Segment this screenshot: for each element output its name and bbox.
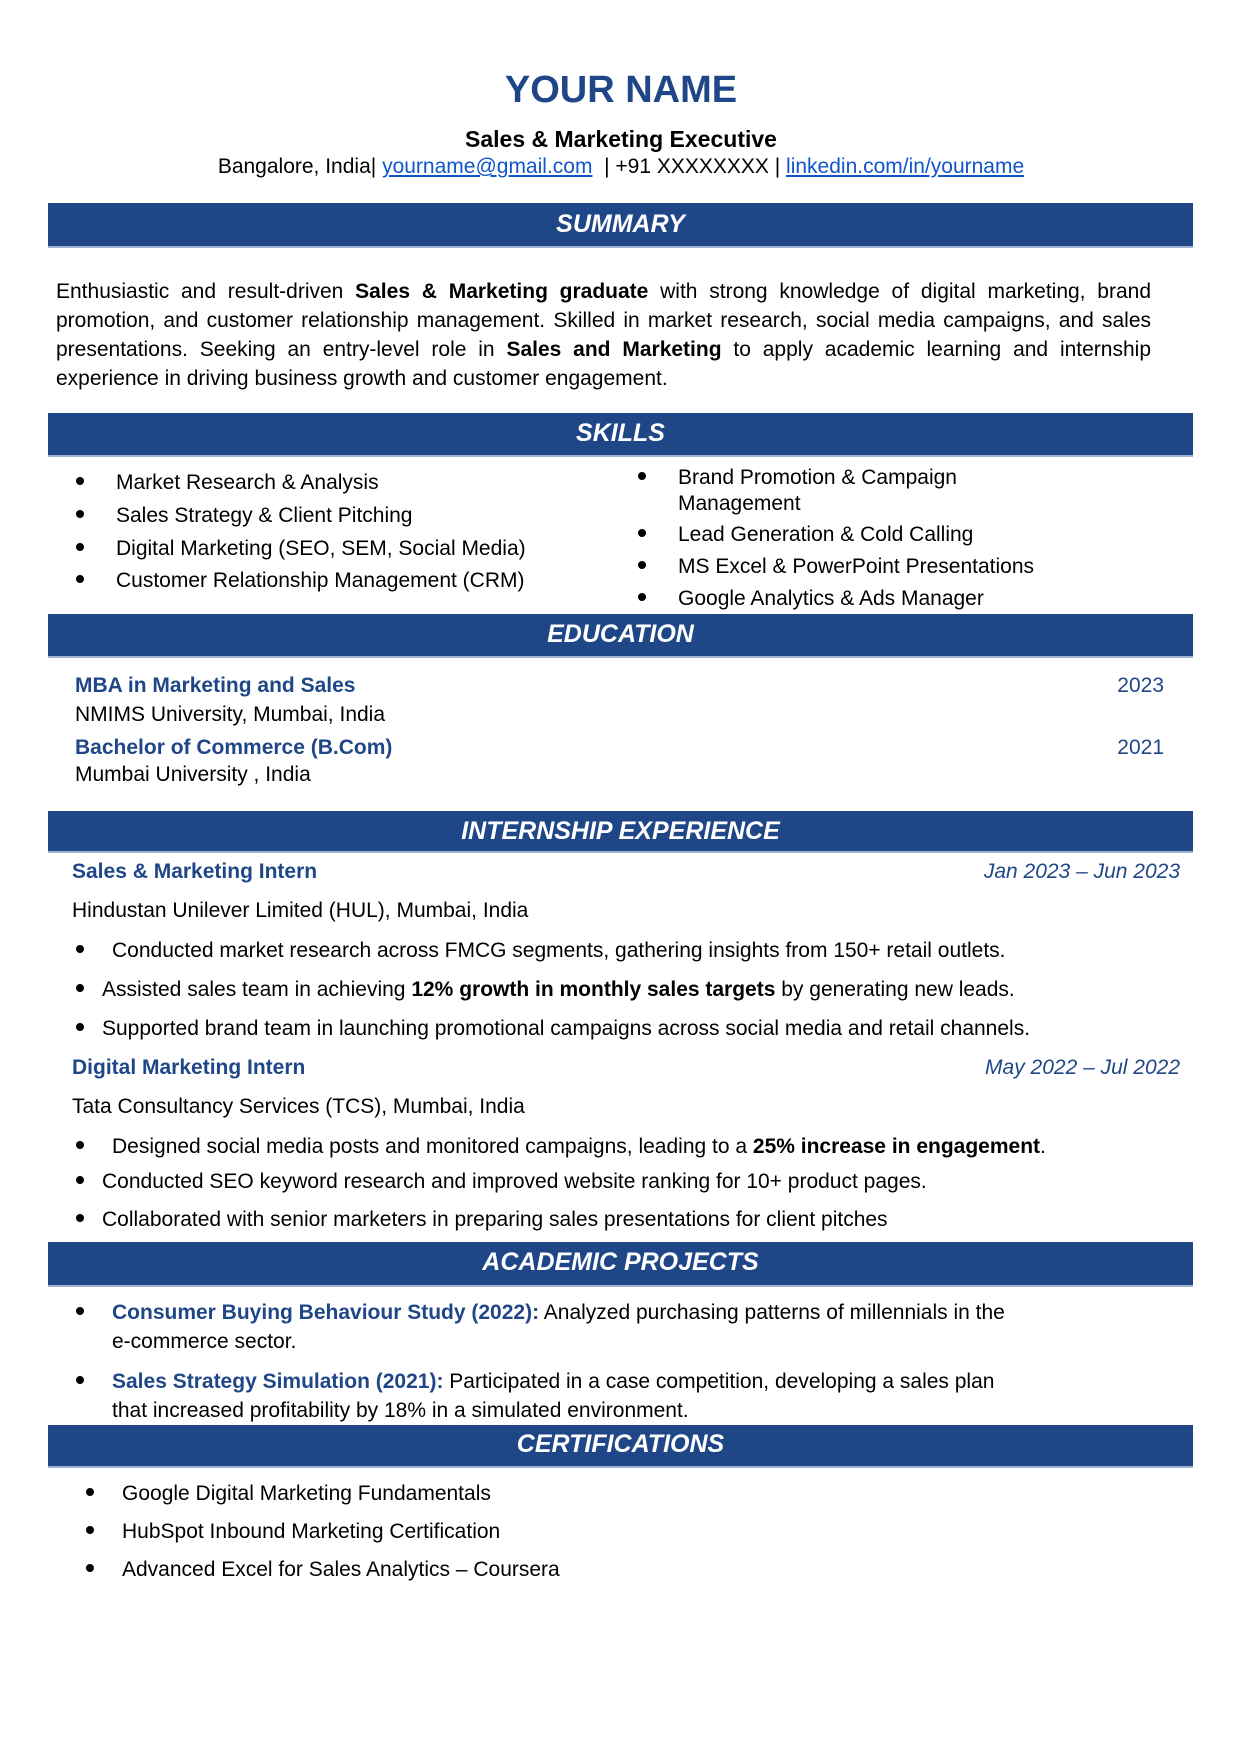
section-title: SUMMARY	[556, 210, 685, 238]
job-title: Sales & Marketing Executive	[465, 126, 777, 152]
skill-text: Google Analytics & Ads Manager	[678, 587, 984, 610]
section-title: ACADEMIC PROJECTS	[482, 1248, 759, 1276]
project-item	[76, 1368, 994, 1396]
bullet-icon	[76, 1307, 84, 1315]
bullet-icon	[638, 529, 646, 537]
certification-text: Google Digital Marketing Fundamentals	[122, 1482, 491, 1505]
education-degree: Bachelor of Commerce (B.Com)	[75, 736, 393, 759]
bullet-icon	[86, 1488, 94, 1496]
summary-part: with strong knowledge of digital marketing, brand promotion, and customer relationship management. Skilled in market research, social media campaigns, and sales presentations. Seeking an entry-level role in	[56, 280, 1152, 361]
bullet-icon	[76, 1141, 84, 1149]
certification-item	[86, 1556, 560, 1584]
job-bullet	[76, 976, 1015, 1004]
certification-text: HubSpot Inbound Marketing Certification	[122, 1520, 501, 1543]
bullet-icon	[76, 510, 84, 518]
skill-text: Digital Marketing (SEO, SEM, Social Media)	[116, 537, 526, 560]
section-header-projects	[48, 1242, 1193, 1287]
linkedin-link[interactable]: linkedin.com/in/yourname	[786, 155, 1025, 178]
bullet-icon	[86, 1526, 94, 1534]
summary-text	[56, 277, 1151, 393]
skill-item	[76, 535, 526, 563]
bullet-icon	[76, 1023, 84, 1031]
bullet-text: Designed social media posts and monitored campaigns, leading to a	[112, 1135, 753, 1158]
project-item-continued: e-commerce sector.	[112, 1330, 297, 1353]
bullet-icon	[76, 575, 84, 583]
bullet-icon	[76, 1214, 84, 1222]
education-year: 2023	[1117, 674, 1164, 697]
separator: |	[370, 155, 383, 178]
skill-item	[76, 469, 379, 497]
job-company: Tata Consultancy Services (TCS), Mumbai, India	[72, 1095, 525, 1118]
skill-item	[638, 553, 1034, 581]
job-role: Digital Marketing Intern	[72, 1056, 306, 1079]
section-title: SKILLS	[576, 419, 665, 447]
project-title: Sales Strategy Simulation (2021):	[112, 1370, 444, 1393]
skill-text: Management	[678, 492, 801, 515]
bullet-icon	[76, 543, 84, 551]
bullet-icon	[76, 945, 84, 953]
bullet-bold: 25% increase in engagement	[752, 1135, 1041, 1158]
education-year: 2021	[1117, 736, 1164, 759]
skill-item-continued	[678, 490, 801, 518]
bullet-text: .	[1040, 1135, 1046, 1158]
bullet-icon	[76, 1376, 84, 1384]
location: Bangalore, India	[217, 155, 371, 178]
skill-text: Sales Strategy & Client Pitching	[116, 504, 413, 527]
bullet-text: Assisted sales team in achieving	[102, 978, 412, 1001]
section-title: EDUCATION	[547, 620, 694, 648]
bullet-icon	[638, 561, 646, 569]
section-header-summary	[48, 203, 1193, 248]
bullet-icon	[638, 472, 646, 480]
bullet-text: Conducted market research across FMCG segments, gathering insights from 150+ retail outlets.	[112, 939, 1006, 962]
certification-item	[86, 1480, 491, 1508]
certification-item	[86, 1518, 500, 1546]
candidate-name: YOUR NAME	[504, 69, 738, 111]
education-degree: MBA in Marketing and Sales	[75, 674, 356, 697]
phone: | +91 XXXXXXXX |	[592, 155, 787, 178]
bullet-icon	[76, 477, 84, 485]
bullet-icon	[76, 984, 84, 992]
bullet-text: Collaborated with senior marketers in preparing sales presentations for client pitches	[102, 1208, 888, 1231]
summary-part: to apply academic learning and internship experience in driving business growth and customer engagement.	[56, 338, 1151, 390]
summary-bold: Sales & Marketing graduate	[355, 280, 649, 303]
skill-text: MS Excel & PowerPoint Presentations	[678, 555, 1034, 578]
project-text: Analyzed purchasing patterns of millennials in the	[539, 1301, 1005, 1324]
job-dates: May 2022 – Jul 2022	[985, 1056, 1180, 1079]
bullet-icon	[638, 593, 646, 601]
contact-line	[0, 154, 1242, 180]
section-header-certifications	[48, 1425, 1193, 1468]
bullet-text: Conducted SEO keyword research and improved website ranking for 10+ product pages.	[102, 1170, 927, 1193]
education-school: NMIMS University, Mumbai, India	[75, 703, 386, 726]
project-item	[76, 1299, 1005, 1327]
section-header-education	[48, 614, 1193, 658]
skill-item	[638, 521, 973, 549]
skill-item	[76, 502, 412, 530]
email-link[interactable]: yourname@gmail.com	[382, 155, 593, 178]
skill-item	[76, 567, 525, 595]
section-header-experience	[48, 811, 1193, 853]
section-title: CERTIFICATIONS	[516, 1430, 725, 1458]
project-item-continued: that increased profitability by 18% in a simulated environment.	[112, 1399, 689, 1422]
summary-bold: Sales and Marketing	[506, 338, 722, 361]
section-header-skills	[48, 413, 1193, 457]
skill-item	[638, 464, 957, 492]
job-bullet	[76, 1206, 888, 1234]
bullet-text: Supported brand team in launching promotional campaigns across social media and retail channels.	[102, 1017, 1031, 1040]
job-role: Sales & Marketing Intern	[72, 860, 318, 883]
bullet-icon	[86, 1564, 94, 1572]
job-bullet	[76, 1168, 927, 1196]
job-bullet	[76, 937, 1005, 965]
job-bullet	[76, 1133, 1046, 1161]
certification-text: Advanced Excel for Sales Analytics – Coursera	[122, 1558, 560, 1581]
bullet-bold: 12% growth in monthly sales targets	[411, 978, 776, 1001]
summary-part: Enthusiastic and result-driven	[56, 280, 356, 303]
skill-text: Market Research & Analysis	[116, 471, 379, 494]
job-company: Hindustan Unilever Limited (HUL), Mumbai, India	[72, 899, 529, 922]
job-dates: Jan 2023 – Jun 2023	[983, 860, 1180, 883]
skill-item	[638, 585, 984, 613]
bullet-icon	[76, 1176, 84, 1184]
bullet-text: by generating new leads.	[775, 978, 1015, 1001]
skill-text: Customer Relationship Management (CRM)	[116, 569, 525, 592]
skill-text: Brand Promotion & Campaign	[678, 466, 957, 489]
project-title: Consumer Buying Behaviour Study (2022):	[112, 1301, 540, 1324]
project-text: Participated in a case competition, developing a sales plan	[443, 1370, 995, 1393]
education-school: Mumbai University , India	[75, 763, 311, 786]
section-title: INTERNSHIP EXPERIENCE	[461, 817, 780, 845]
skill-text: Lead Generation & Cold Calling	[678, 523, 974, 546]
job-bullet	[76, 1015, 1030, 1043]
